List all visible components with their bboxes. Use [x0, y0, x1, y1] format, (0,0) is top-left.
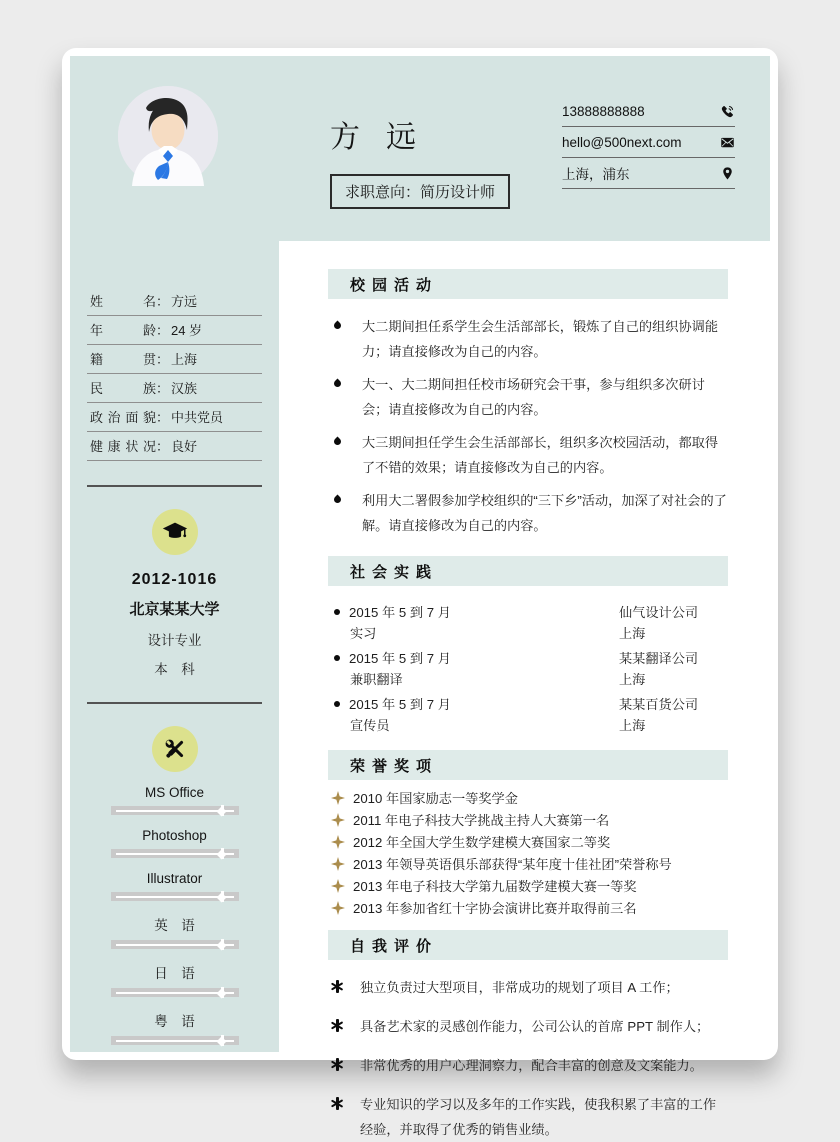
list-item: 独立负责过大型项目，非常成功的规划了项目 A 工作；: [328, 975, 728, 1000]
practice-city: 上海: [619, 672, 646, 687]
slider-thumb-icon: [221, 891, 224, 902]
skills-block: [87, 726, 262, 1045]
phone-icon: [720, 104, 735, 119]
education-period: 2012-1016: [131, 571, 218, 588]
practice-role: 宣传员: [350, 718, 390, 733]
list-item: 非常优秀的用户心理洞察力，配合丰富的创意及文案能力。: [328, 1053, 728, 1078]
droplet-bullet-icon: [333, 321, 343, 331]
avatar: [118, 86, 218, 186]
contact-list: [562, 96, 735, 241]
candidate-name: 方远: [330, 121, 442, 154]
main-content: [279, 241, 770, 1137]
sidebar: [70, 241, 279, 1052]
header: [70, 56, 770, 241]
section-title: 校园活动: [350, 276, 439, 294]
star-bullet-icon: [331, 791, 345, 805]
star-bullet-icon: [331, 901, 345, 915]
profile-row-name: 姓名 ： 方远: [87, 287, 262, 316]
star-bullet-icon: [331, 835, 345, 849]
star-bullet-icon: [331, 879, 345, 893]
slider-thumb-icon: [221, 805, 224, 816]
slider-thumb-icon: [221, 939, 224, 950]
practice-item: [328, 694, 728, 736]
asterisk-bullet-icon: [331, 1019, 344, 1032]
skill-slider: [111, 806, 239, 815]
section-self-evaluation: [328, 930, 728, 1142]
list-item: 大二期间担任系学生会生活部部长，锻炼了自己的组织协调能力；请直接修改为自己的内容。: [328, 314, 728, 364]
practice-item: [328, 648, 728, 690]
practice-item: [328, 602, 728, 644]
honor-item: 2013 年领导英语俱乐部获得“某年度十佳社团”荣誉称号: [328, 857, 728, 872]
resume-card: [62, 48, 778, 1137]
job-objective-box: 求职意向：简历设计师: [330, 174, 510, 209]
section-header-bar: [328, 930, 728, 960]
slider-thumb-icon: [221, 848, 224, 859]
education-major: 设计专业: [147, 633, 202, 648]
divider: [87, 702, 262, 704]
education-block: [87, 509, 262, 678]
location-text: 上海，浦东: [562, 167, 630, 182]
graduation-cap-icon: [160, 517, 190, 547]
tools-icon: [160, 734, 190, 764]
dot-bullet-icon: [334, 609, 340, 615]
profile-row-ethnicity: 民族 ： 汉族: [87, 374, 262, 403]
asterisk-bullet-icon: [331, 1058, 344, 1071]
asterisk-bullet-icon: [331, 980, 344, 993]
practice-company: 仙气设计公司: [619, 605, 699, 620]
practice-role: 实习: [350, 626, 377, 641]
asterisk-bullet-icon: [331, 1097, 344, 1110]
skill-slider: [111, 892, 239, 901]
star-bullet-icon: [331, 813, 345, 827]
phone-number: 13888888888: [562, 103, 645, 119]
section-title: 荣誉奖项: [350, 757, 439, 775]
skill-illustrator: Illustrator: [87, 871, 262, 901]
skill-ms-office: MS Office: [87, 785, 262, 815]
education-school: 北京某某大学: [129, 601, 220, 618]
section-header-bar: [328, 269, 728, 299]
list-item: 具备艺术家的灵感创作能力，公司公认的首席 PPT 制作人；: [328, 1014, 728, 1039]
section-title: 自我评价: [350, 937, 439, 955]
section-honors: [328, 750, 728, 916]
practice-role: 兼职翻译: [350, 672, 403, 687]
section-header-bar: [328, 750, 728, 780]
dot-bullet-icon: [334, 701, 340, 707]
section-title: 社会实践: [350, 563, 439, 581]
section-social-practice: [328, 556, 728, 736]
skill-japanese: 日 语: [87, 962, 262, 997]
profile-row-age: 年龄 ： 24 岁: [87, 316, 262, 345]
practice-date: 2015 年 5 到 7 月: [349, 697, 451, 712]
practice-city: 上海: [619, 718, 646, 733]
slider-thumb-icon: [221, 1035, 224, 1046]
profile-row-hometown: 籍贯 ： 上海: [87, 345, 262, 374]
skill-english: 英 语: [87, 914, 262, 949]
droplet-bullet-icon: [333, 379, 343, 389]
email-address: hello@500next.com: [562, 134, 682, 150]
divider: [87, 485, 262, 487]
education-degree: 本 科: [154, 662, 195, 677]
profile-row-political: 政治面貌 ： 中共党员: [87, 403, 262, 432]
list-item: 利用大二署假参加学校组织的“三下乡”活动，加深了对社会的了解。请直接修改为自己的内容。: [328, 488, 728, 538]
contact-email: [562, 127, 735, 158]
profile-info: [87, 287, 262, 461]
practice-company: 某某翻译公司: [619, 651, 699, 666]
list-item: 大三期间担任学生会生活部部长，组织多次校园活动，都取得了不错的效果；请直接修改为自己的内容。: [328, 430, 728, 480]
list-item: 专业知识的学习以及多年的工作实践，使我积累了丰富的工作经验，并取得了优秀的销售业绩。: [328, 1092, 728, 1142]
skill-slider: [111, 1036, 239, 1045]
skill-slider: [111, 849, 239, 858]
practice-city: 上海: [619, 626, 646, 641]
honor-item: 2010 年国家励志一等奖学金: [328, 791, 728, 806]
mail-icon: [720, 135, 735, 150]
star-bullet-icon: [331, 857, 345, 871]
skill-slider: [111, 940, 239, 949]
section-campus-activities: [328, 269, 728, 538]
section-header-bar: [328, 556, 728, 586]
contact-location: [562, 158, 735, 189]
contact-phone: [562, 96, 735, 127]
honor-item: 2012 年全国大学生数学建模大赛国家二等奖: [328, 835, 728, 850]
practice-date: 2015 年 5 到 7 月: [349, 605, 451, 620]
dot-bullet-icon: [334, 655, 340, 661]
honor-item: 2013 年参加省红十字协会演讲比赛并取得前三名: [328, 901, 728, 916]
list-item: 大一、大二期间担任校市场研究会干事，参与组织多次研讨会；请直接修改为自己的内容。: [328, 372, 728, 422]
practice-date: 2015 年 5 到 7 月: [349, 651, 451, 666]
skill-photoshop: Photoshop: [87, 828, 262, 858]
person-avatar-icon: [118, 86, 218, 186]
location-icon: [720, 166, 735, 181]
honor-item: 2011 年电子科技大学挑战主持人大赛第一名: [328, 813, 728, 828]
droplet-bullet-icon: [333, 495, 343, 505]
skill-cantonese: 粤 语: [87, 1010, 262, 1045]
honor-item: 2013 年电子科技大学第九届数学建模大赛一等奖: [328, 879, 728, 894]
droplet-bullet-icon: [333, 437, 343, 447]
skill-slider: [111, 988, 239, 997]
profile-row-health: 健康状况 ： 良好: [87, 432, 262, 461]
practice-company: 某某百货公司: [619, 697, 699, 712]
slider-thumb-icon: [221, 987, 224, 998]
